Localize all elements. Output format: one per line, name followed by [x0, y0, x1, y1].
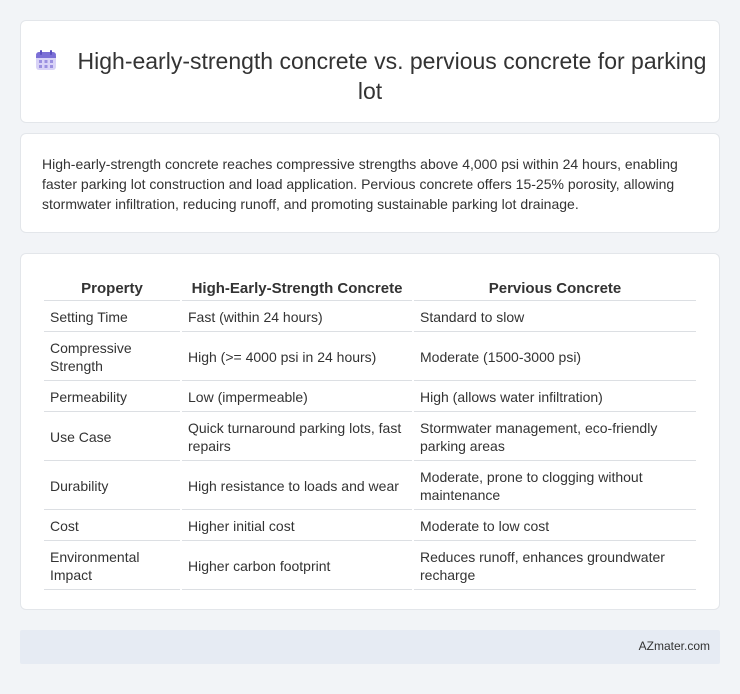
- table-row: [44, 383, 696, 412]
- table-row: [44, 463, 696, 510]
- header-high-early-strength: High-Early-Strength Concrete: [182, 277, 412, 301]
- cell-property: Durability: [44, 463, 180, 510]
- cell-property: Use Case: [44, 414, 180, 461]
- intro-paragraph: High-early-strength concrete reaches compressive strengths above 4,000 psi within 24 hours, enabling faster parking lot construction and load application. Pervious concrete offers 15-25% porosity, allowing stormwater infiltration, reducing runoff, and promoting sustainable parking lot drainage.: [42, 156, 678, 212]
- cell-high-early: Higher initial cost: [182, 512, 412, 541]
- cell-high-early: Higher carbon footprint: [182, 543, 412, 590]
- table-row: [44, 334, 696, 381]
- cell-property: Cost: [44, 512, 180, 541]
- cell-pervious: Standard to slow: [414, 303, 696, 332]
- cell-property: Environmental Impact: [44, 543, 180, 590]
- table-row: [44, 414, 696, 461]
- comparison-table: [42, 275, 698, 592]
- cell-pervious: Reduces runoff, enhances groundwater recharge: [414, 543, 696, 590]
- cell-pervious: Stormwater management, eco-friendly parking areas: [414, 414, 696, 461]
- cell-property: Setting Time: [44, 303, 180, 332]
- title-card: [20, 20, 720, 123]
- table-row: [44, 303, 696, 332]
- calendar-icon: [34, 48, 58, 72]
- cell-pervious: Moderate, prone to clogging without maintenance: [414, 463, 696, 510]
- cell-high-early: High resistance to loads and wear: [182, 463, 412, 510]
- cell-pervious: Moderate to low cost: [414, 512, 696, 541]
- cell-high-early: Low (impermeable): [182, 383, 412, 412]
- page-title: High-early-strength concrete vs. pervious concrete for parking lot: [77, 48, 707, 104]
- header-property: Property: [44, 277, 180, 301]
- cell-high-early: Fast (within 24 hours): [182, 303, 412, 332]
- table-header-row: [44, 277, 696, 301]
- cell-pervious: High (allows water infiltration): [414, 383, 696, 412]
- table-row: [44, 543, 696, 590]
- intro-card: [20, 133, 720, 233]
- footer-brand-link[interactable]: AZmater.com: [638, 639, 710, 653]
- cell-property: Compressive Strength: [44, 334, 180, 381]
- header-pervious: Pervious Concrete: [414, 277, 696, 301]
- cell-high-early: High (>= 4000 psi in 24 hours): [182, 334, 412, 381]
- table-row: [44, 512, 696, 541]
- cell-high-early: Quick turnaround parking lots, fast repairs: [182, 414, 412, 461]
- comparison-card: [20, 253, 720, 610]
- footer-bar: [20, 630, 720, 664]
- cell-property: Permeability: [44, 383, 180, 412]
- cell-pervious: Moderate (1500-3000 psi): [414, 334, 696, 381]
- page-title-row: [21, 46, 719, 106]
